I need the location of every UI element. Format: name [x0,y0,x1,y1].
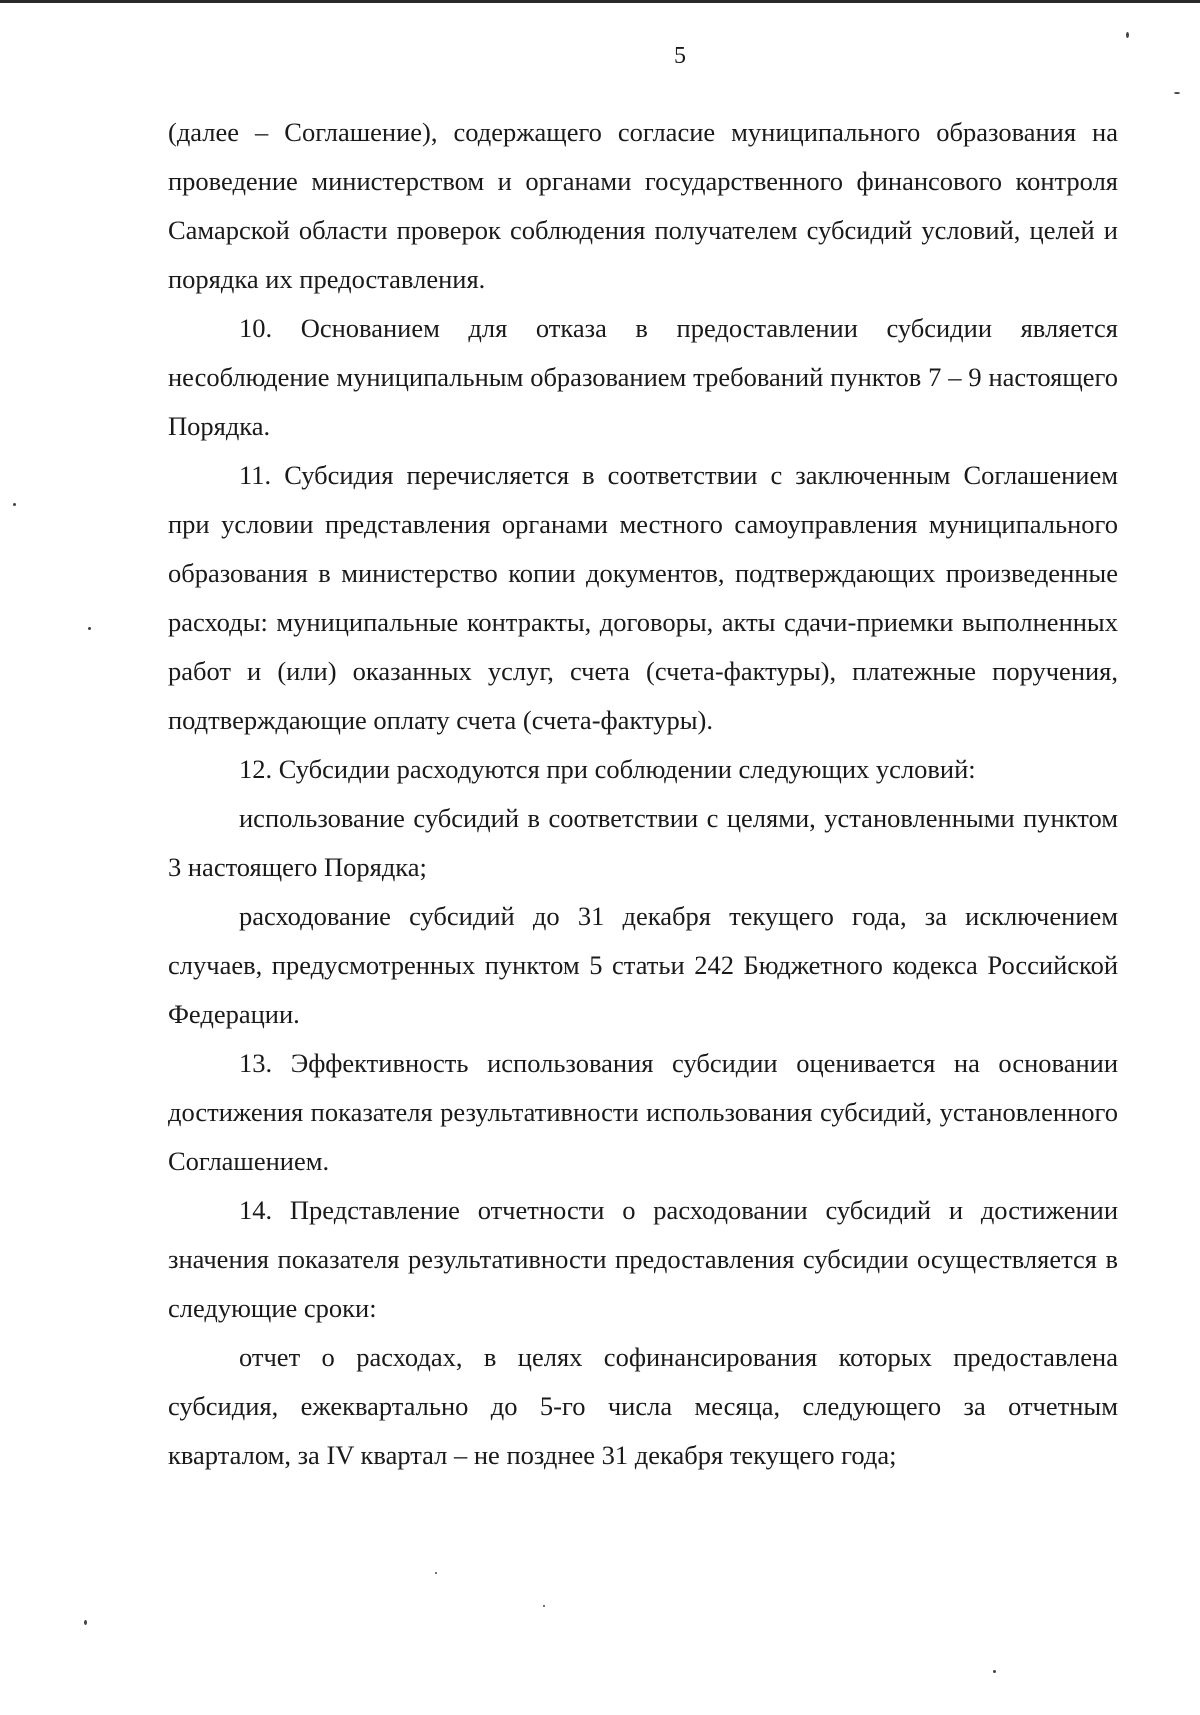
scan-speck [1174,92,1180,94]
paragraph-item-13: 13. Эффективность использования субсидии оценивается на основании достижения показателя результативности использования субсидий, установленного Соглашением. [168,1048,1118,1176]
paragraph-item-10: 10. Основанием для отказа в предоставлении субсидии является несоблюдение муниципальным образованием требований пунктов 7 – 9 настоящего Порядка. [168,313,1118,441]
top-edge-rule [0,0,1200,3]
paragraph-item-12-condition-1: использование субсидий в соответствии с целями, установленными пунктом 3 настоящего Порядка; [168,803,1118,882]
page-number: 5 [674,43,686,69]
paragraph-continuation: (далее – Соглашение), содержащего согласие муниципального образования на проведение министерством и органами государственного финансового контроля Самарской области проверок соблюдения получателем субсидий условий, целей и порядка их предоставления. [168,117,1118,294]
paragraph-item-12-condition-2: расходование субсидий до 31 декабря текущего года, за исключением случаев, предусмотренных пунктом 5 статьи 242 Бюджетного кодекса Российской Федерации. [168,901,1118,1029]
document-body [168,108,1118,1480]
scan-speck [543,1605,545,1607]
paragraph-item-14: 14. Представление отчетности о расходовании субсидий и достижении значения показателя результативности предоставления субсидии осуществляется в следующие сроки: [168,1195,1118,1323]
scan-speck [88,627,91,630]
paragraph-item-14-term-1: отчет о расходах, в целях софинансирования которых предоставлена субсидия, ежеквартально до 5-го числа месяца, следующего за отчетным кварталом, за IV квартал – не позднее 31 декабря текущего года; [168,1342,1118,1470]
scan-speck [1126,32,1129,38]
paragraph-item-12: 12. Субсидии расходуются при соблюдении следующих условий: [239,754,976,784]
scan-speck [13,503,16,506]
scan-speck [993,1670,996,1673]
scan-speck [84,1620,87,1625]
paragraph-item-11: 11. Субсидия перечисляется в соответствии с заключенным Соглашением при условии представления органами местного самоуправления муниципального образования в министерство копии документов, подтверждающих произведенные расходы: муниципальные контракты, договоры, акты сдачи-приемки выполненных работ и (или) оказанных услуг, счета (счета-фактуры), платежные поручения, подтверждающие оплату счета (счета-фактуры). [168,460,1118,735]
scan-speck [435,1572,437,1574]
